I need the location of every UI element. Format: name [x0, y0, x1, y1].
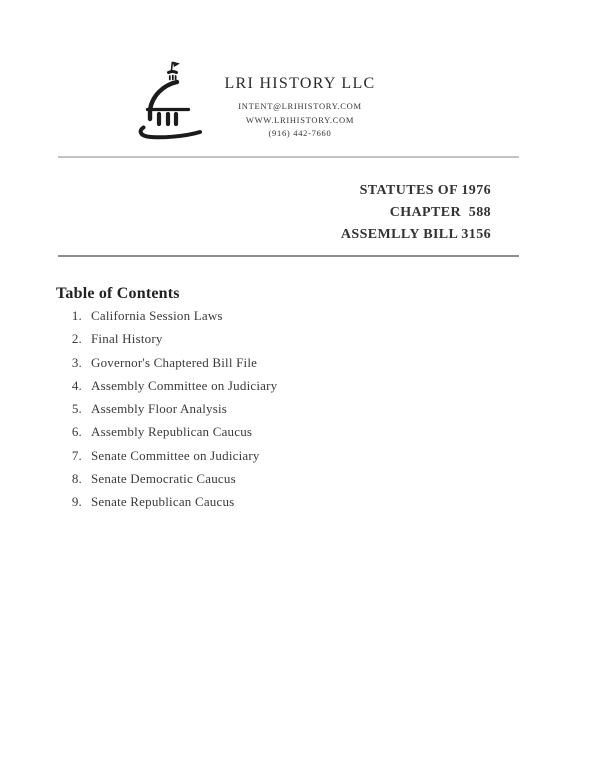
company-phone: (916) 442-7660	[268, 128, 332, 138]
toc-item-number: 1.	[71, 308, 82, 323]
toc-item-label: Assembly Republican Caucus	[91, 424, 253, 440]
toc-item-final-history	[58, 327, 478, 350]
company-email: INTENT@LRIHISTORY.COM	[238, 101, 362, 111]
toc-item-assembly-republican-caucus	[58, 420, 478, 443]
toc-list	[58, 304, 478, 513]
toc-item-assembly-committee-judiciary	[58, 374, 478, 397]
toc-item-number: 2.	[71, 331, 82, 347]
toc-item-label: Senate Committee on Judiciary	[91, 447, 260, 463]
bill-reference-block	[341, 180, 491, 246]
company-name: LRI HISTORY LLC	[224, 75, 376, 92]
toc-item-label: Assembly Floor Analysis	[91, 401, 228, 416]
toc-item-number: 7.	[71, 447, 82, 463]
toc-item-california-session-laws	[58, 304, 478, 327]
toc-item-senate-republican-caucus	[58, 490, 478, 513]
toc-item-number: 6.	[71, 424, 82, 440]
toc-item-number: 4.	[71, 377, 82, 393]
toc-item-label: California Session Laws	[91, 308, 223, 323]
toc-item-label: Assembly Committee on Judiciary	[91, 377, 278, 393]
chapter-line: CHAPTER 588	[389, 205, 491, 220]
toc-item-label: Final History	[91, 331, 163, 347]
letterhead-text-block	[150, 75, 450, 141]
divider-top	[58, 156, 519, 158]
company-website: WWW.LRIHISTORY.COM	[245, 114, 355, 125]
letterhead	[0, 58, 600, 150]
toc-item-number: 5.	[71, 401, 82, 416]
toc-item-senate-democratic-caucus	[58, 467, 478, 490]
toc-heading: Table of Contents	[56, 285, 180, 303]
toc-item-number: 3.	[71, 354, 82, 370]
toc-item-label: Senate Republican Caucus	[91, 494, 235, 509]
toc-item-governors-chaptered-bill-file	[58, 351, 478, 374]
toc-item-senate-committee-judiciary	[58, 444, 478, 467]
toc-item-number: 9.	[71, 494, 82, 509]
divider-bottom	[58, 255, 519, 257]
toc-item-assembly-floor-analysis	[58, 397, 478, 420]
toc-item-label: Senate Democratic Caucus	[91, 470, 236, 486]
toc-item-number: 8.	[71, 470, 82, 486]
assembly-bill-line: ASSEMLLY BILL 3156	[340, 227, 491, 242]
toc-item-label: Governor's Chaptered Bill File	[91, 354, 258, 370]
statutes-line: STATUTES OF 1976	[359, 183, 491, 198]
